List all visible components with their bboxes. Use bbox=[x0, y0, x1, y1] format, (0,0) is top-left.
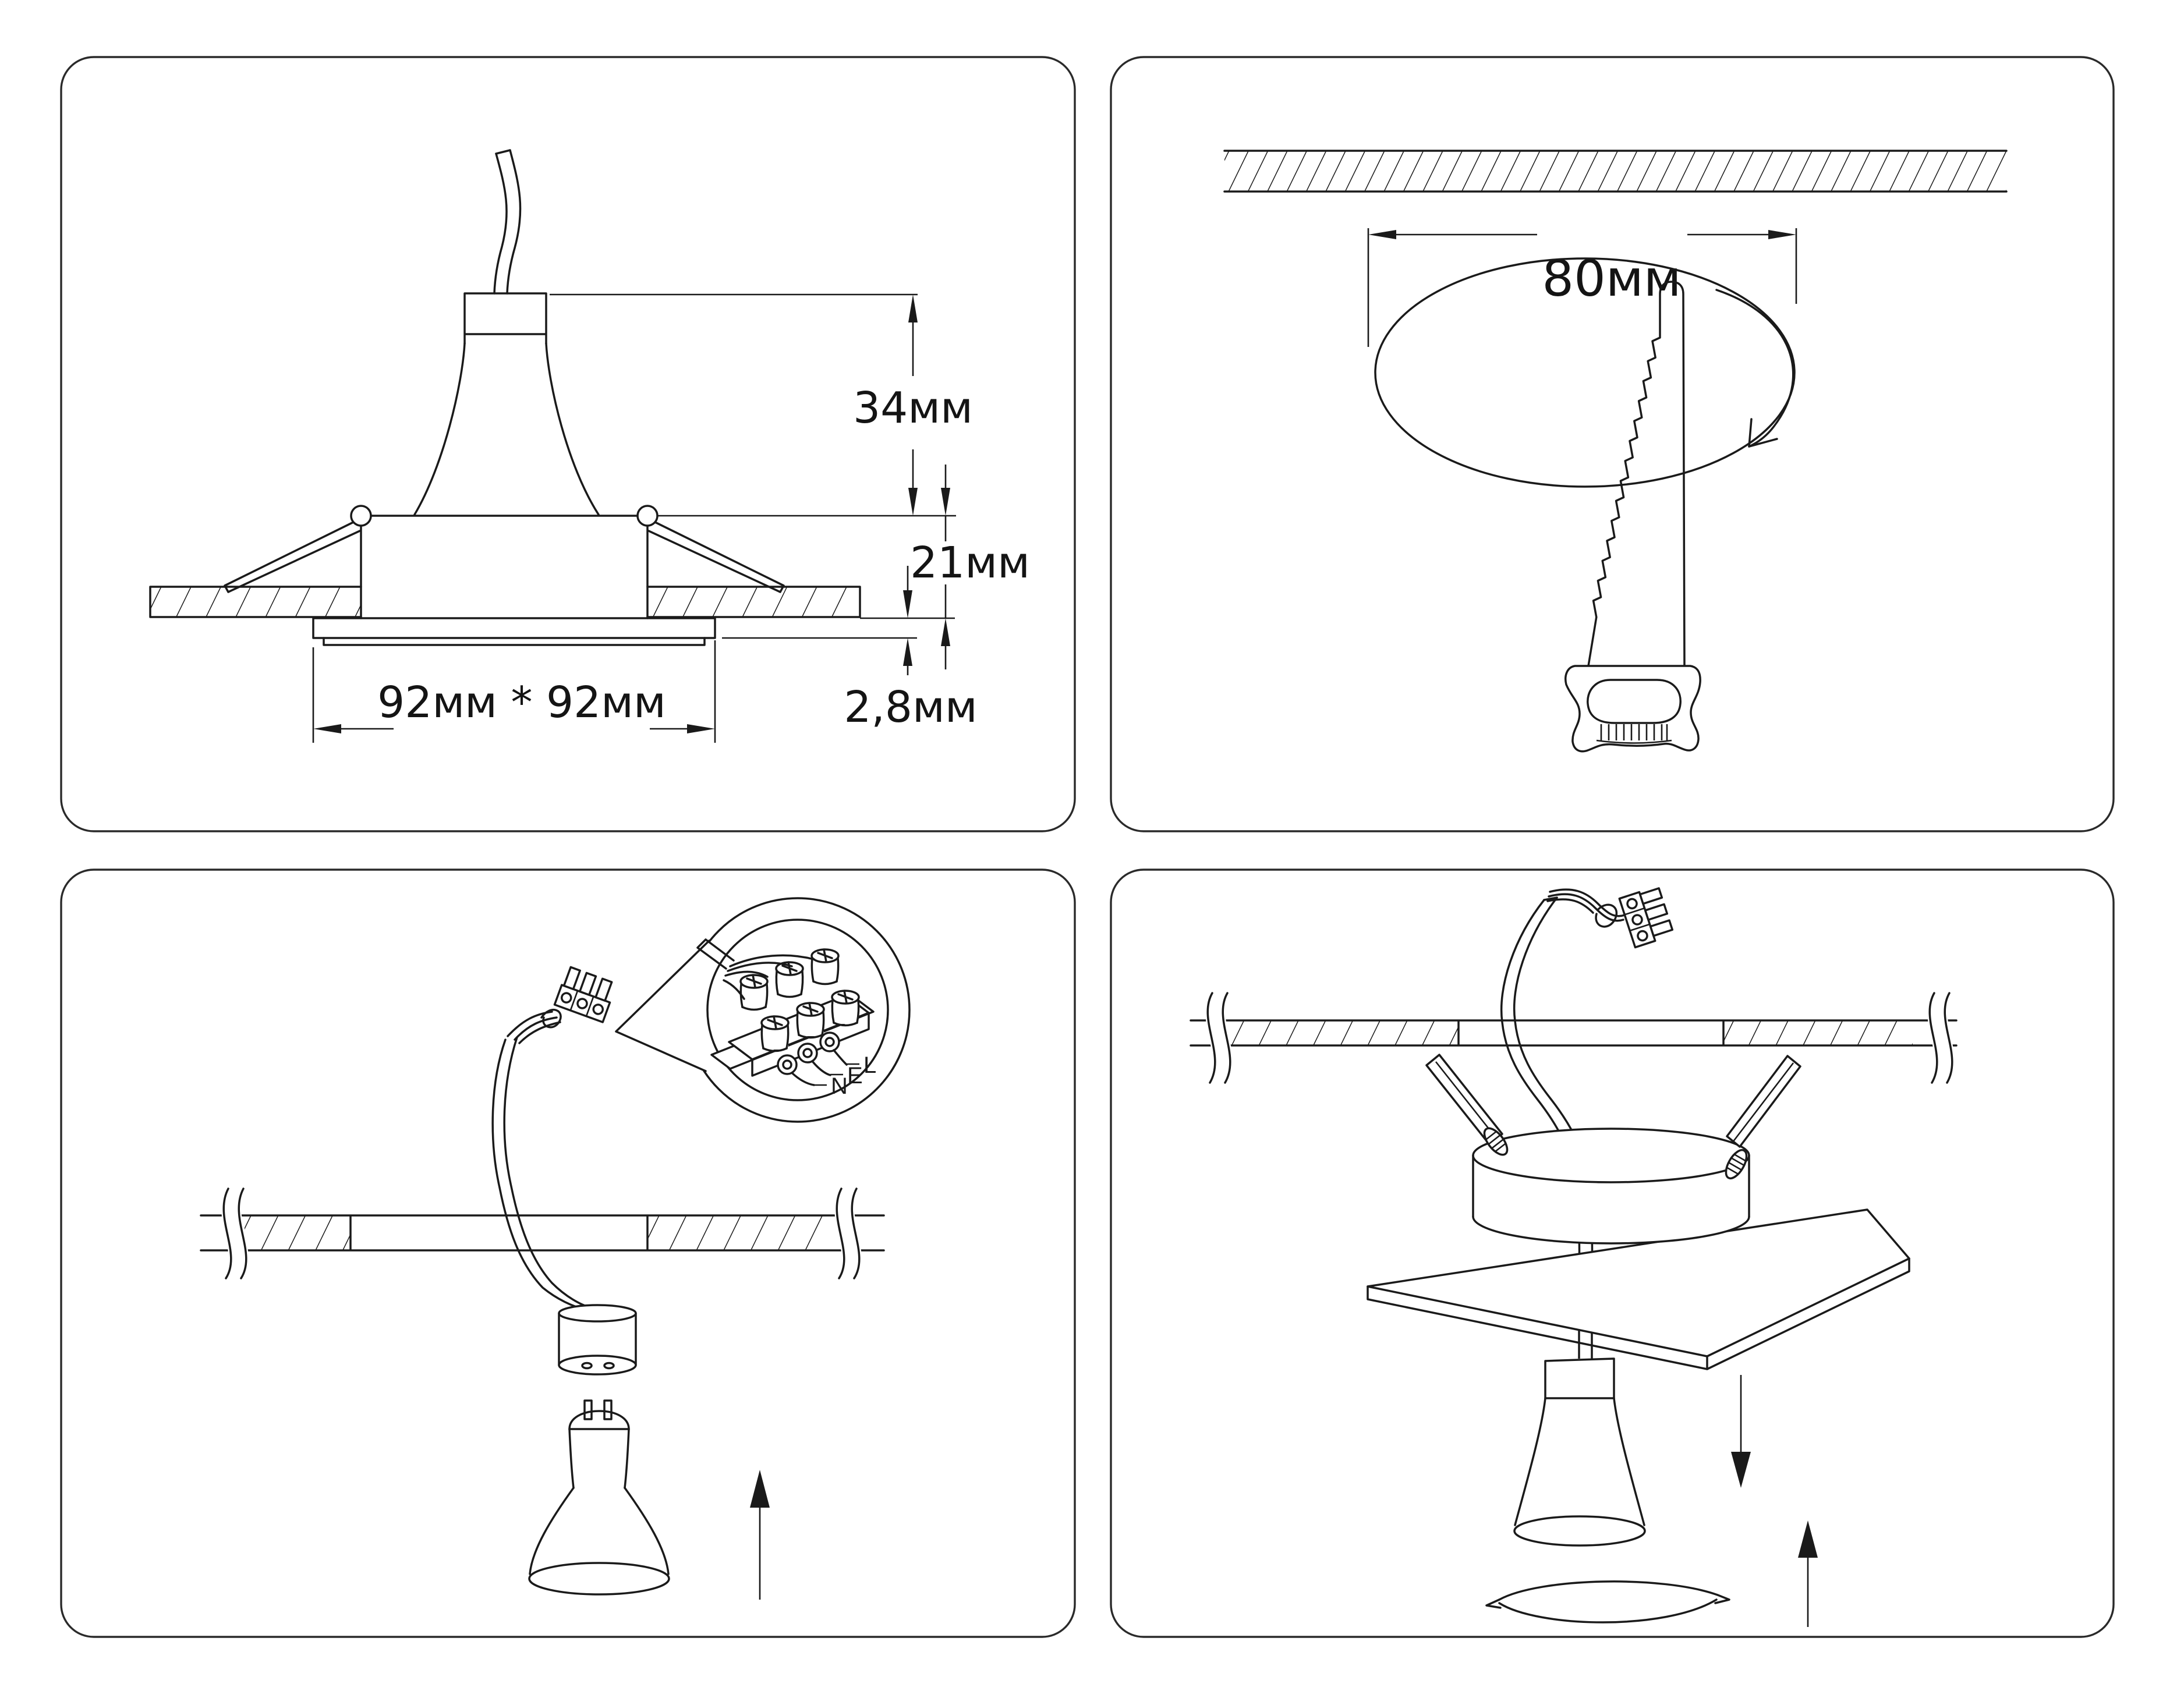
clip-pivot-right-icon bbox=[638, 506, 657, 526]
panel-dimensions bbox=[61, 57, 1075, 831]
panel-mounting bbox=[1111, 870, 2114, 1637]
fixture-can-icon bbox=[1473, 1129, 1749, 1243]
dimension-21mm-label: 21мм bbox=[910, 538, 1030, 588]
dimension-34mm-label: 34мм bbox=[853, 383, 973, 433]
dimension-80mm-label: 80мм bbox=[1542, 250, 1682, 308]
clip-pivot-left-icon bbox=[351, 506, 371, 526]
terminal-label-neutral: N bbox=[831, 1073, 848, 1099]
lamp-holder-icon bbox=[559, 1305, 636, 1374]
panel-wiring bbox=[61, 870, 1075, 1637]
ceiling-strip-icon bbox=[1224, 151, 2006, 192]
dimension-2-8mm-label: 2,8мм bbox=[844, 682, 978, 732]
dimension-92mm-label: 92мм * 92мм bbox=[377, 678, 666, 728]
terminal-label-live: L bbox=[863, 1052, 877, 1078]
panel-cutting bbox=[1111, 57, 2114, 831]
terminal-label-earth: E bbox=[847, 1063, 863, 1089]
